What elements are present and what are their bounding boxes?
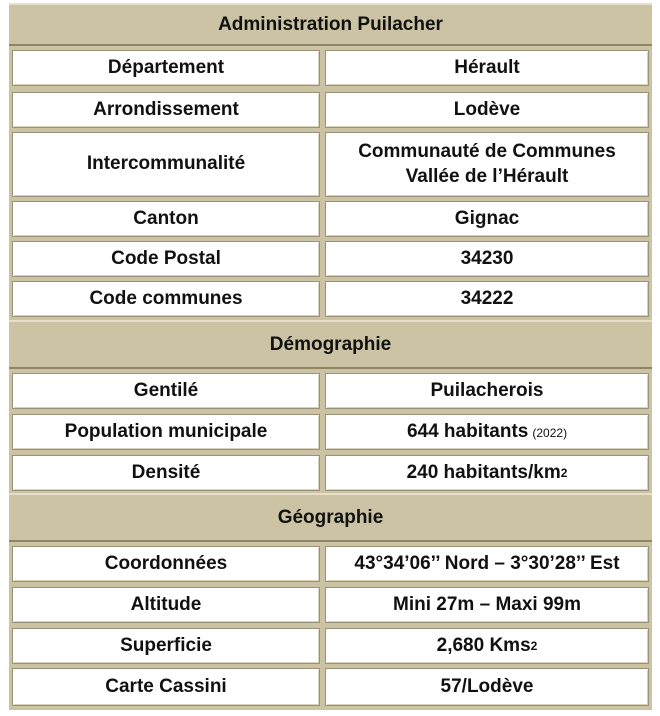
row-label: Population municipale bbox=[12, 414, 320, 450]
row-label: Arrondissement bbox=[12, 92, 320, 128]
row-label: Densité bbox=[12, 455, 320, 491]
row-label: Gentilé bbox=[12, 373, 320, 409]
row-label: Coordonnées bbox=[12, 546, 320, 582]
row-label: Intercommunalité bbox=[12, 132, 320, 197]
section-header-geographie bbox=[9, 493, 652, 542]
population-year: (2022) bbox=[532, 426, 568, 441]
row-value: 57/Lodève bbox=[325, 668, 649, 706]
row-value: 240 habitants/km 2 bbox=[325, 455, 649, 491]
row-value: Hérault bbox=[325, 50, 649, 86]
row-value: Lodève bbox=[325, 92, 649, 128]
section-header-demographie bbox=[9, 320, 652, 369]
row-value: 2,680 Kms 2 bbox=[325, 628, 649, 664]
row-value: 43°34’06’’ Nord – 3°30’28’’ Est bbox=[325, 546, 649, 582]
table-row bbox=[9, 666, 652, 710]
row-label: Altitude bbox=[12, 587, 320, 623]
table-row bbox=[9, 626, 652, 666]
row-label: Carte Cassini bbox=[12, 668, 320, 706]
table-row bbox=[9, 199, 652, 239]
row-value: 34222 bbox=[325, 281, 649, 317]
table-row bbox=[9, 453, 652, 493]
table-row bbox=[9, 542, 652, 585]
row-value: 34230 bbox=[325, 241, 649, 277]
row-label: Code Postal bbox=[12, 241, 320, 277]
densite-value: 240 habitants/km bbox=[406, 461, 561, 483]
table-row bbox=[9, 369, 652, 412]
population-value: 644 habitants bbox=[406, 420, 529, 442]
row-value bbox=[325, 414, 649, 450]
table-row bbox=[9, 585, 652, 626]
row-value: Puilacherois bbox=[325, 373, 649, 409]
table-row bbox=[9, 130, 652, 199]
section-header-administration bbox=[9, 3, 652, 46]
row-label: Canton bbox=[12, 201, 320, 237]
row-value: Gignac bbox=[325, 201, 649, 237]
row-value: Mini 27m – Maxi 99m bbox=[325, 587, 649, 623]
row-label: Département bbox=[12, 50, 320, 86]
section-title: Administration Puilacher bbox=[218, 13, 443, 35]
table-row bbox=[9, 412, 652, 453]
section-title: Géographie bbox=[277, 506, 384, 528]
value-line: Communauté de Communes bbox=[358, 141, 616, 163]
table-row bbox=[9, 90, 652, 130]
row-label: Code communes bbox=[12, 281, 320, 317]
section-title: Démographie bbox=[269, 333, 392, 355]
row-label: Superficie bbox=[12, 628, 320, 664]
table-row bbox=[9, 46, 652, 90]
value-line: Vallée de l’Hérault bbox=[405, 165, 569, 187]
table-row bbox=[9, 239, 652, 279]
superficie-value: 2,680 Kms bbox=[436, 634, 531, 656]
table-row bbox=[9, 279, 652, 320]
row-value bbox=[325, 132, 649, 197]
